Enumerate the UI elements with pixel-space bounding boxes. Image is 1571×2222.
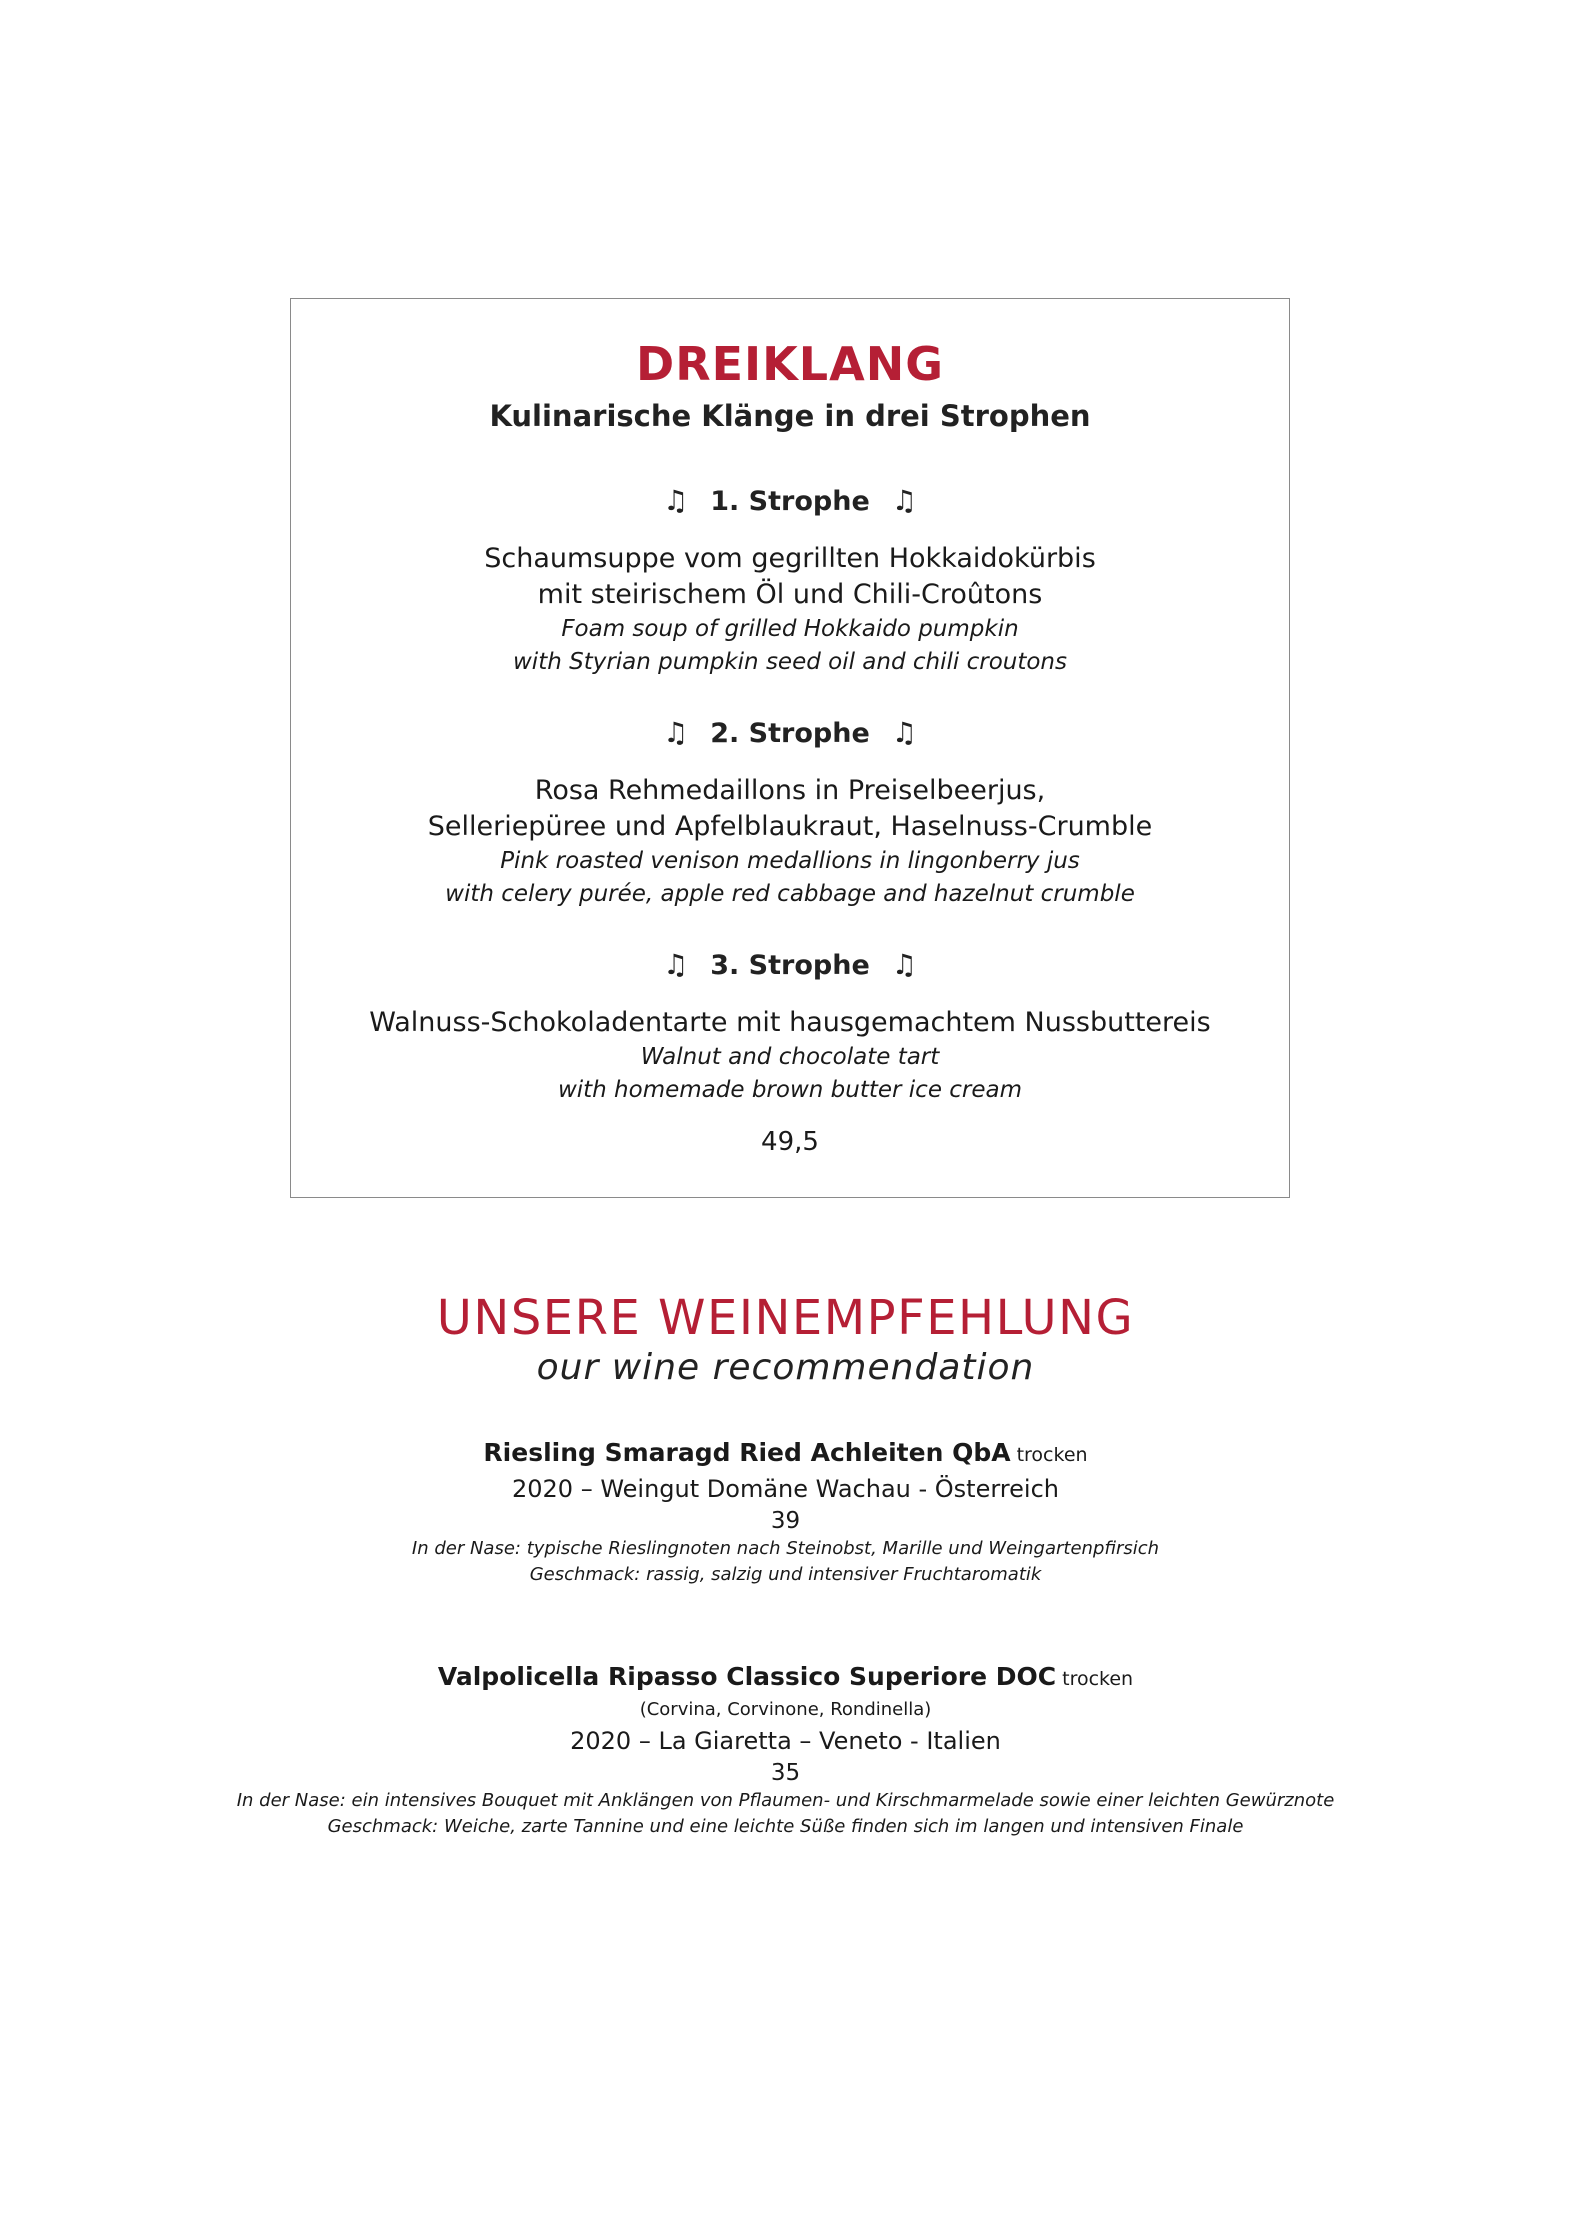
music-note-icon: ♫ bbox=[891, 716, 917, 749]
course-heading bbox=[291, 481, 1289, 521]
wine-name: Riesling Smaragd Ried Achleiten QbA bbox=[483, 1438, 1011, 1467]
menu-price: 49,5 bbox=[761, 1127, 819, 1157]
course-title: 2. Strophe bbox=[710, 718, 870, 749]
wine-section-subtitle: our wine recommendation bbox=[536, 1347, 1035, 1388]
wine-nose: In der Nase: typische Rieslingnoten nach Steinobst, Marille und Weingartenpfirsich bbox=[411, 1538, 1160, 1559]
wine-nose: In der Nase: ein intensives Bouquet mit Anklängen von Pflaumen- und Kirschmarmelade sowie einer leichten Gewürznote bbox=[236, 1790, 1335, 1811]
wine-item bbox=[0, 1436, 1571, 1588]
course-2 bbox=[291, 713, 1289, 911]
course-3 bbox=[291, 945, 1289, 1107]
wine-taste: Geschmack: rassig, salzig und intensiver Fruchtaromatik bbox=[529, 1564, 1042, 1585]
wine-style: trocken bbox=[1016, 1444, 1088, 1466]
wine-name-line bbox=[0, 1436, 1571, 1472]
dish-german-line: mit steirischem Öl und Chili-Croûtons bbox=[537, 579, 1043, 610]
dish-english-line: with Styrian pumpkin seed oil and chili croutons bbox=[513, 649, 1067, 675]
wine-section-title: UNSERE WEINEMPFEHLUNG bbox=[436, 1290, 1135, 1346]
dish-german-line: Schaumsuppe vom gegrillten Hokkaidokürbis bbox=[484, 543, 1096, 574]
course-heading bbox=[291, 713, 1289, 753]
dish-german-line: Walnuss-Schokoladentarte mit hausgemachtem Nussbuttereis bbox=[369, 1007, 1211, 1038]
dreiklang-menu-box bbox=[290, 298, 1290, 1198]
wine-grapes: (Corvina, Corvinone, Rondinella) bbox=[639, 1699, 932, 1720]
wine-price: 39 bbox=[770, 1508, 801, 1534]
dish-english-line: Pink roasted venison medallions in lingonberry jus bbox=[500, 848, 1080, 874]
music-note-icon: ♫ bbox=[663, 716, 689, 749]
music-note-icon: ♫ bbox=[663, 948, 689, 981]
music-note-icon: ♫ bbox=[891, 484, 917, 517]
dish-english-line: Walnut and chocolate tart bbox=[640, 1044, 940, 1070]
course-title: 3. Strophe bbox=[710, 950, 870, 981]
dish-english-line: Foam soup of grilled Hokkaido pumpkin bbox=[561, 616, 1019, 642]
menu-subtitle: Kulinarische Klänge in drei Strophen bbox=[489, 399, 1091, 433]
menu-title: DREIKLANG bbox=[636, 337, 944, 391]
course-title: 1. Strophe bbox=[710, 486, 870, 517]
wine-style: trocken bbox=[1062, 1668, 1134, 1690]
wine-name: Valpolicella Ripasso Classico Superiore DOC bbox=[437, 1662, 1057, 1691]
dish-german-line: Rosa Rehmedaillons in Preiselbeerjus, bbox=[534, 775, 1046, 806]
wine-origin: 2020 – Weingut Domäne Wachau - Österreich bbox=[512, 1475, 1059, 1503]
dish-english-line: with homemade brown butter ice cream bbox=[557, 1077, 1023, 1103]
wine-taste: Geschmack: Weiche, zarte Tannine und eine leichte Süße finden sich im langen und intensiven Finale bbox=[327, 1816, 1244, 1837]
course-heading bbox=[291, 945, 1289, 985]
dish-english-line: with celery purée, apple red cabbage and hazelnut crumble bbox=[445, 881, 1135, 907]
wine-name-line bbox=[0, 1660, 1571, 1696]
wine-price: 35 bbox=[770, 1760, 801, 1786]
wine-origin: 2020 – La Giaretta – Veneto - Italien bbox=[570, 1727, 1001, 1755]
music-note-icon: ♫ bbox=[891, 948, 917, 981]
music-note-icon: ♫ bbox=[663, 484, 689, 517]
wine-item bbox=[0, 1660, 1571, 1840]
dish-german-line: Selleriepüree und Apfelblaukraut, Haselnuss-Crumble bbox=[427, 811, 1153, 842]
course-1 bbox=[291, 481, 1289, 679]
